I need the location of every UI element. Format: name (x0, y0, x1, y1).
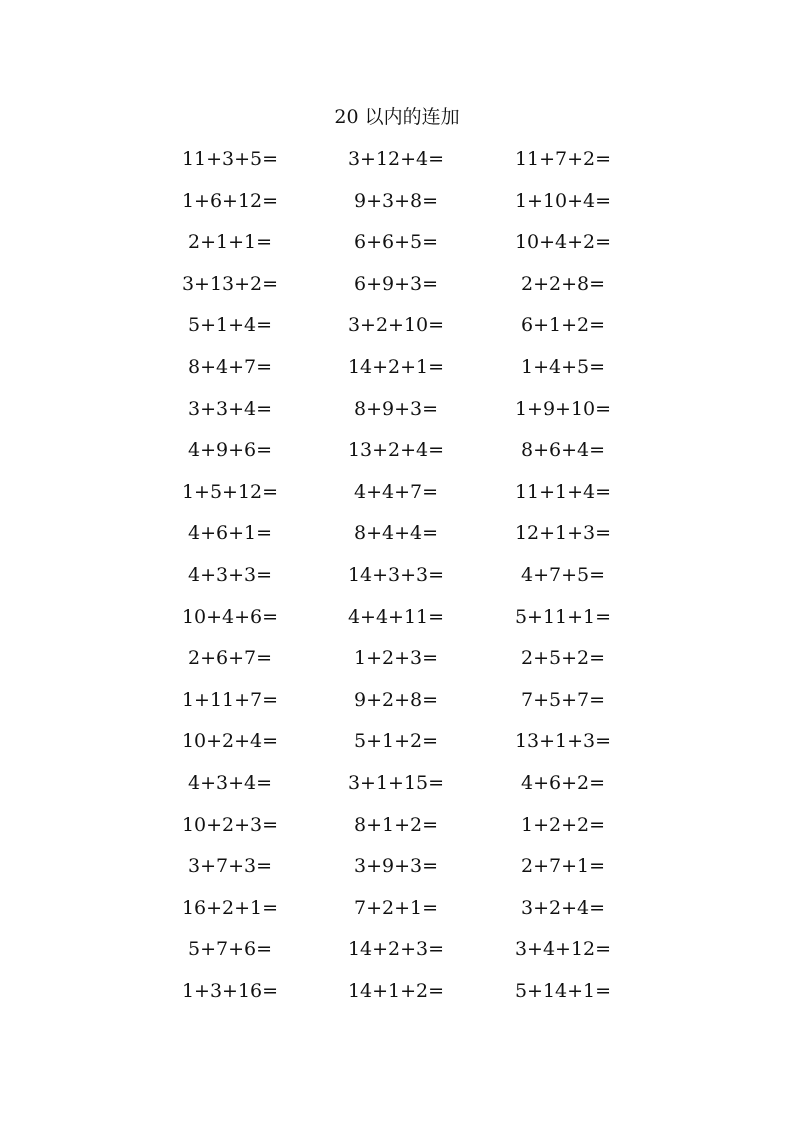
problem-expression: 1+3+16= (181, 979, 279, 1002)
problem-expression: 5+7+6= (187, 938, 273, 961)
problem-expression: 3+13+2= (181, 272, 279, 295)
problem-expression: 14+2+1= (347, 355, 445, 378)
problem-expression: 3+4+12= (514, 938, 612, 961)
problem-row (0, 354, 794, 396)
problem-expression: 10+2+3= (181, 813, 279, 836)
problem-expression: 1+10+4= (514, 189, 612, 212)
problem-expression: 11+1+4= (514, 480, 612, 503)
problem-expression: 5+11+1= (514, 605, 612, 628)
problem-expression: 1+11+7= (181, 688, 279, 711)
problem-expression: 2+6+7= (187, 647, 273, 670)
problem-row (0, 687, 794, 729)
problem-row (0, 812, 794, 854)
problem-row (0, 146, 794, 188)
problem-expression: 7+5+7= (520, 688, 606, 711)
problem-expression: 4+7+5= (520, 563, 606, 586)
problem-expression: 9+2+8= (353, 688, 439, 711)
problem-expression: 5+1+2= (353, 730, 439, 753)
problem-expression: 1+4+5= (520, 355, 606, 378)
problem-expression: 14+2+3= (347, 938, 445, 961)
problem-expression: 6+1+2= (520, 314, 606, 337)
problem-expression: 3+12+4= (347, 148, 445, 170)
problem-expression: 4+3+3= (187, 563, 273, 586)
problem-row (0, 895, 794, 937)
problem-row (0, 604, 794, 646)
problem-expression: 3+2+4= (520, 896, 606, 919)
problem-expression: 3+7+3= (187, 855, 273, 878)
problem-expression: 8+4+4= (353, 522, 439, 545)
problem-expression: 14+3+3= (347, 563, 445, 586)
problem-expression: 2+2+8= (520, 272, 606, 295)
problem-row (0, 479, 794, 521)
problem-row (0, 853, 794, 895)
problem-expression: 11+7+2= (514, 148, 612, 170)
problem-row (0, 396, 794, 438)
problem-expression: 2+5+2= (520, 647, 606, 670)
problem-expression: 3+1+15= (347, 771, 445, 794)
problem-row (0, 645, 794, 687)
problem-expression: 3+3+4= (187, 397, 273, 420)
problem-expression: 3+2+10= (347, 314, 445, 337)
problem-expression: 10+4+6= (181, 605, 279, 628)
problem-row (0, 936, 794, 978)
problem-row (0, 188, 794, 230)
problem-row (0, 437, 794, 479)
problem-expression: 9+3+8= (353, 189, 439, 212)
problem-expression: 1+2+3= (353, 647, 439, 670)
problem-expression: 8+1+2= (353, 813, 439, 836)
problem-expression: 4+6+2= (520, 771, 606, 794)
problem-row (0, 978, 794, 1020)
problem-expression: 6+9+3= (353, 272, 439, 295)
problem-expression: 1+9+10= (514, 397, 612, 420)
problem-expression: 4+3+4= (187, 771, 273, 794)
problem-expression: 13+2+4= (347, 439, 445, 462)
problem-expression: 14+1+2= (347, 979, 445, 1002)
problem-expression: 5+1+4= (187, 314, 273, 337)
problem-row (0, 229, 794, 271)
problem-expression: 4+6+1= (187, 522, 273, 545)
problem-expression: 1+2+2= (520, 813, 606, 836)
problem-row (0, 562, 794, 604)
problem-expression: 8+9+3= (353, 397, 439, 420)
problem-expression: 7+2+1= (353, 896, 439, 919)
problem-expression: 10+4+2= (514, 231, 612, 254)
problem-expression: 6+6+5= (353, 231, 439, 254)
problem-expression: 3+9+3= (353, 855, 439, 878)
problem-expression: 8+4+7= (187, 355, 273, 378)
problem-row (0, 271, 794, 313)
problem-expression: 4+4+7= (353, 480, 439, 503)
problem-expression: 5+14+1= (514, 979, 612, 1002)
problem-expression: 12+1+3= (514, 522, 612, 545)
problem-expression: 4+4+11= (347, 605, 445, 628)
problem-expression: 1+6+12= (181, 189, 279, 212)
problem-expression: 2+1+1= (187, 231, 273, 254)
problem-expression: 1+5+12= (181, 480, 279, 503)
problem-expression: 10+2+4= (181, 730, 279, 753)
problem-expression: 13+1+3= (514, 730, 612, 753)
worksheet-title: 20 以内的连加 (334, 106, 460, 128)
problem-row (0, 770, 794, 812)
problem-row (0, 312, 794, 354)
problem-row (0, 520, 794, 562)
problem-expression: 2+7+1= (520, 855, 606, 878)
problem-expression: 16+2+1= (181, 896, 279, 919)
problem-row (0, 728, 794, 770)
problem-grid (0, 146, 794, 1019)
problem-expression: 8+6+4= (520, 439, 606, 462)
problem-expression: 4+9+6= (187, 439, 273, 462)
problem-expression: 11+3+5= (181, 148, 279, 170)
